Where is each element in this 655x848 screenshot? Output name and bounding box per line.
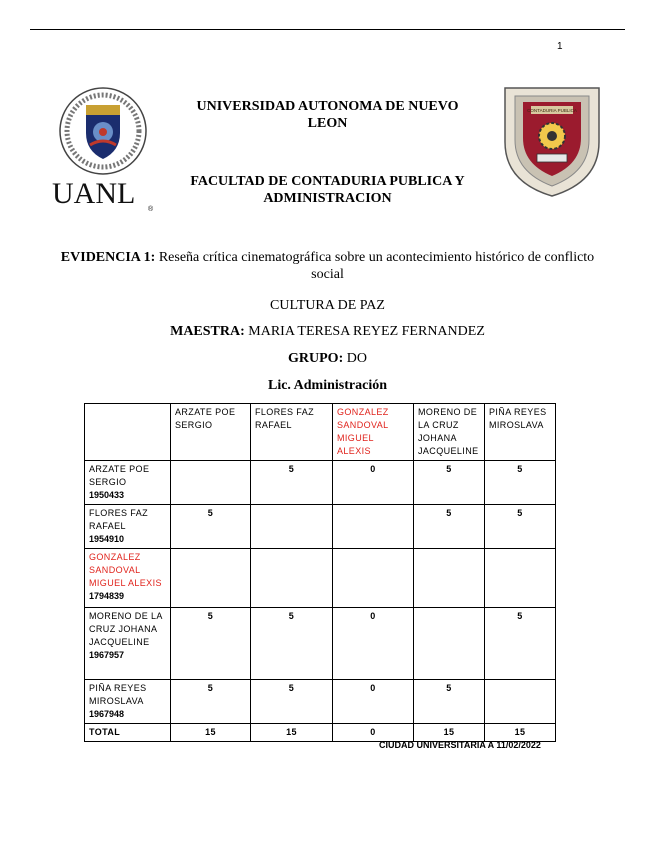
score-cell: 0	[333, 461, 414, 505]
score-cell: 5	[171, 505, 251, 549]
teacher-name: MARIA TERESA REYEZ FERNANDEZ	[248, 324, 485, 339]
total-label: TOTAL	[85, 724, 171, 742]
score-cell	[485, 680, 556, 724]
score-cell: 5	[171, 680, 251, 724]
uanl-logo-text: UANL	[52, 177, 136, 210]
subject: CULTURA DE PAZ	[270, 298, 385, 313]
total-cell: 15	[251, 724, 333, 742]
career: Lic. Administración	[267, 378, 387, 393]
teacher-line	[60, 323, 595, 340]
score-cell: 5	[251, 461, 333, 505]
score-cell: 5	[485, 505, 556, 549]
score-cell: 5	[251, 608, 333, 680]
score-cell: 5	[485, 461, 556, 505]
group-line	[60, 350, 595, 367]
column-header: ARZATE POE SERGIO	[171, 404, 251, 461]
score-cell: 5	[485, 608, 556, 680]
column-header: FLORES FAZ RAFAEL	[251, 404, 333, 461]
column-header: MORENO DE LA CRUZ JOHANA JACQUELINE	[414, 404, 485, 461]
table-row	[85, 461, 556, 505]
page-number: 1	[557, 41, 563, 52]
score-cell	[171, 461, 251, 505]
evidence-title	[60, 249, 595, 283]
peer-evaluation-table	[84, 403, 556, 742]
faculty-name: FACULTAD DE CONTADURIA PUBLICA Y ADMINISTRACION	[190, 174, 465, 206]
score-cell	[171, 549, 251, 608]
score-cell: 0	[333, 608, 414, 680]
university-name: UNIVERSIDAD AUTONOMA DE NUEVO LEON	[196, 99, 459, 131]
score-cell: 5	[171, 608, 251, 680]
score-cell: 5	[414, 505, 485, 549]
score-cell	[333, 505, 414, 549]
score-cell	[251, 549, 333, 608]
table-total-row	[85, 724, 556, 742]
svg-text:®: ®	[148, 206, 154, 213]
score-cell	[485, 549, 556, 608]
student-name: PIÑA REYES MIROSLAVA	[89, 683, 147, 706]
evidence-label: EVIDENCIA 1:	[60, 250, 156, 265]
uanl-logo	[48, 85, 158, 215]
teacher-label: MAESTRA:	[170, 324, 245, 339]
column-header: GONZALEZ SANDOVAL MIGUEL ALEXIS	[333, 404, 414, 461]
score-cell	[414, 549, 485, 608]
score-cell: 5	[251, 680, 333, 724]
row-header	[85, 680, 171, 724]
footer-place-date: CIUDAD UNIVERSITARIA A 11/02/2022	[379, 740, 541, 750]
student-name: GONZALEZ SANDOVAL MIGUEL ALEXIS	[89, 552, 162, 588]
student-name: ARZATE POE SERGIO	[89, 464, 150, 487]
evidence-text: Reseña crítica cinematográfica sobre un acontecimiento histórico de conflicto social	[158, 250, 595, 282]
total-cell: 15	[414, 724, 485, 742]
group-label: GRUPO:	[288, 351, 344, 366]
table-header-row	[85, 404, 556, 461]
student-id: 1794839	[89, 591, 125, 601]
column-header: PIÑA REYES MIROSLAVA	[485, 404, 556, 461]
total-cell: 15	[171, 724, 251, 742]
score-cell	[251, 505, 333, 549]
student-id: 1967957	[89, 650, 125, 660]
table-row	[85, 680, 556, 724]
row-header	[85, 505, 171, 549]
table-row	[85, 608, 556, 680]
score-cell	[414, 608, 485, 680]
score-cell: 5	[414, 680, 485, 724]
score-cell: 0	[333, 680, 414, 724]
table-corner-cell	[85, 404, 171, 461]
score-cell: 5	[414, 461, 485, 505]
group-value: DO	[346, 351, 367, 366]
student-name: FLORES FAZ RAFAEL	[89, 508, 149, 531]
score-cell	[333, 549, 414, 608]
student-id: 1954910	[89, 534, 125, 544]
facpya-logo	[497, 82, 607, 200]
total-cell: 0	[333, 724, 414, 742]
student-name: MORENO DE LA CRUZ JOHANA JACQUELINE	[89, 611, 163, 647]
row-header	[85, 461, 171, 505]
row-header	[85, 549, 171, 608]
student-id: 1950433	[89, 490, 125, 500]
student-id: 1967948	[89, 709, 125, 719]
table-row	[85, 549, 556, 608]
total-cell: 15	[485, 724, 556, 742]
header-rule	[30, 29, 625, 30]
facpya-logo-text: CONTADURIA PUBLICA	[527, 108, 577, 113]
row-header	[85, 608, 171, 680]
table-row	[85, 505, 556, 549]
